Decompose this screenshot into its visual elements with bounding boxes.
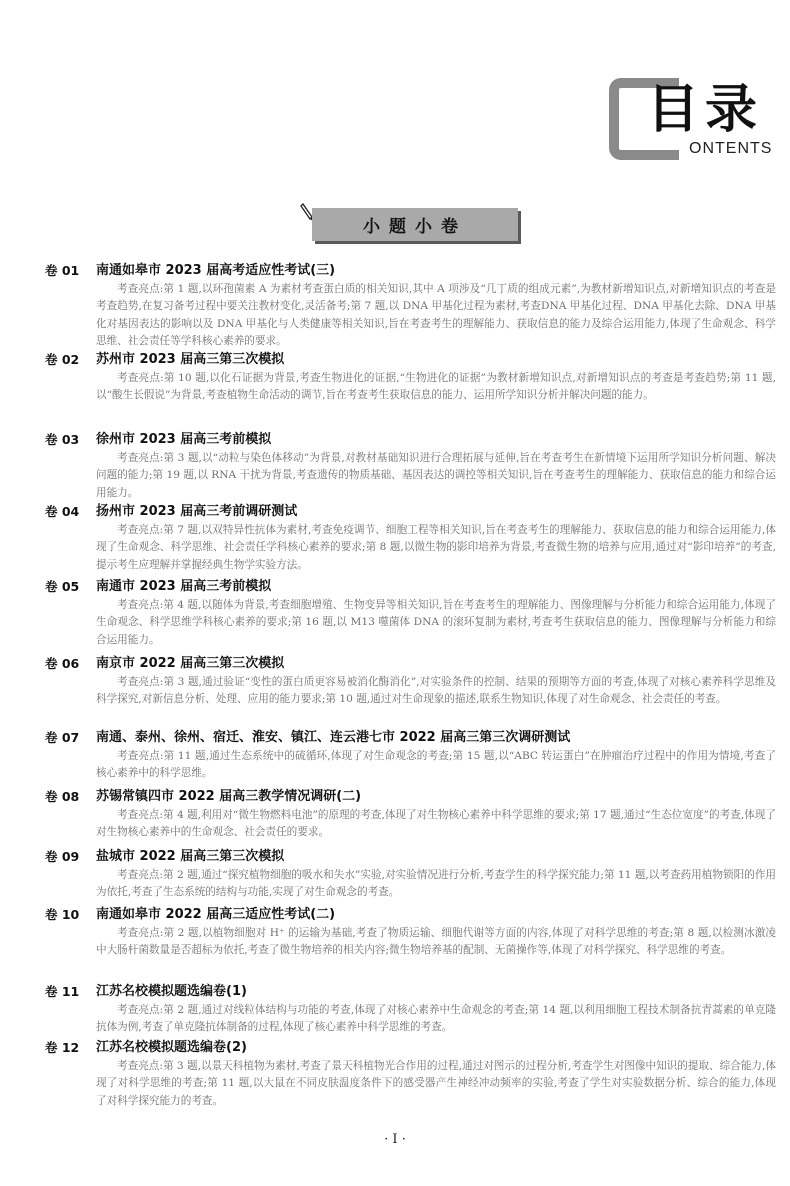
entry-description: 考查亮点:第 4 题,以随体为背景,考查细胞增殖、生物变异等相关知识,旨在考查考生的理解能力、图像理解与分析能力和综合运用能力,体现了生命观念、科学思维学科核心素养的要求;第 16 题,以 M13 噬菌体 DNA 的滚环复制为素材,考查考生获取信息的能力、图像理解与分析能力和综合运用能力。 [96, 599, 776, 646]
entry-title: 苏锡常镇四市 2022 届高三教学情况调研(二) [96, 789, 362, 804]
entry-title: 南通市 2023 届高三考前模拟 [96, 579, 272, 594]
entry-title: 南京市 2022 届高三第三次模拟 [96, 656, 285, 671]
entry-number: 卷 07 [45, 730, 80, 745]
entry-description: 考查亮点:第 10 题,以化石证据为背景,考查生物进化的证据,“生物进化的证据”为教材新增知识点,对新增知识点的考查是考查趋势;第 11 题,以“酸生长假说”为背景,考查植物生命活动的调节,旨在考查考生获取信息的能力、运用所学知识分析并解决问题的能力。 [96, 372, 776, 402]
entry-title: 江苏名校模拟题选编卷(2) [96, 1040, 247, 1055]
entry-title: 南通如皋市 2022 届高三适应性考试(二) [96, 907, 336, 922]
entry-description: 考查亮点:第 3 题,通过验证“变性的蛋白质更容易被消化酶消化”,对实验条件的控制、结果的预期等方面的考查,体现了对核心素养科学思维及科学探究,对新信息分析、处理、应用的能力要求;第 10 题,通过对生命现象的描述,联系生物知识,体现了对生命观念、社会责任的考查。 [96, 676, 776, 706]
entry-description: 考查亮点:第 2 题,通过对线粒体结构与功能的考查,体现了对核心素养中生命观念的考查;第 14 题,以利用细胞工程技术制备抗青蒿素的单克隆抗体为例,考查了单克隆抗体制备的过程,体现了核心素养中科学思维的考查。 [96, 1004, 776, 1034]
entry-description: 考查亮点:第 3 题,以“动粒与染色体移动”为背景,对教材基础知识进行合理拓展与延伸,旨在考查考生在新情境下运用所学知识分析问题、解决问题的能力;第 19 题,以 RNA 干扰为背景,考查遗传的物质基础、基因表达的调控等相关知识,旨在考查考生的理解能力、获取信息的能力和综合运用能力。 [96, 452, 776, 499]
entry-number: 卷 03 [45, 432, 80, 447]
entry-title: 江苏名校模拟题选编卷(1) [96, 984, 247, 999]
entry-number: 卷 11 [45, 984, 80, 999]
entry-number: 卷 08 [45, 789, 80, 804]
entry-number: 卷 02 [45, 352, 80, 367]
entry-number: 卷 12 [45, 1040, 80, 1055]
entry-title: 苏州市 2023 届高三第三次模拟 [96, 352, 285, 367]
entry-description: 考查亮点:第 11 题,通过生态系统中的硫循环,体现了对生命观念的考查;第 15 题,以“ABC 转运蛋白”在肿瘤治疗过程中的作用为情境,考查了核心素养中的科学思维。 [96, 750, 776, 780]
contents-logo [609, 78, 784, 164]
entry-description: 考查亮点:第 2 题,通过“探究植物细胞的吸水和失水”实验,对实验情况进行分析,考查学生的科学探究能力;第 11 题,以考查药用植物锁阳的作用为依托,考查了生态系统的结构与功能,实现了对生命观念的考查。 [96, 869, 776, 899]
entry-number: 卷 04 [45, 504, 80, 519]
page-number: · I · [384, 1132, 406, 1147]
entry-number: 卷 06 [45, 656, 80, 671]
entry-description: 考查亮点:第 7 题,以双特异性抗体为素材,考查免疫调节、细胞工程等相关知识,旨在考查考生的理解能力、获取信息的能力和综合运用能力,体现了生命观念、科学思维、社会责任学科核心素养的要求;第 8 题,以微生物的影印培养为背景,考查微生物的培养与应用,通过对“影印培养”的考查,提示考生应理解并掌握经典生物学实验方法。 [96, 524, 776, 571]
entry-title: 南通、泰州、徐州、宿迁、淮安、镇江、连云港七市 2022 届高三第三次调研测试 [96, 730, 571, 745]
entry-description: 考查亮点:第 3 题,以景天科植物为素材,考查了景天科植物光合作用的过程,通过对图示的过程分析,考查学生对图像中知识的提取、综合能力,体现了对科学思维的考查;第 11 题,以大鼠在不同皮肤温度条件下的感受器产生神经冲动频率的实验,考查了学生对实验数据分析、综合的能力,体现了对科学探究能力的考查。 [96, 1060, 776, 1107]
entry-number: 卷 01 [45, 263, 80, 278]
entry-title: 盐城市 2022 届高三第三次模拟 [96, 849, 285, 864]
entry-description: 考查亮点:第 1 题,以环孢菌素 A 为素材考查蛋白质的相关知识,其中 A 项涉及“几丁质的组成元素”,为教材新增知识点,对新增知识点的考查是考查趋势,在复习备考过程中要关注教材变化,灵活备考;第 7 题,以 DNA 甲基化过程为素材,考查DNA 甲基化过程、DNA 甲基化去除、DNA 甲基化对基因表达的影响以及 DNA 甲基化与人类健康等相关知识,旨在考查考生的理解能力、获取信息的能力及综合运用能力,体现了生命观念、科学思维、社会责任等学科核心素养的要求。 [96, 283, 776, 347]
logo-subtitle: ONTENTS [689, 140, 773, 157]
entry-title: 扬州市 2023 届高三考前调研测试 [96, 504, 298, 519]
entry-number: 卷 10 [45, 907, 80, 922]
entry-number: 卷 05 [45, 579, 80, 594]
entry-title: 南通如皋市 2023 届高考适应性考试(三) [96, 263, 336, 278]
entry-title: 徐州市 2023 届高三考前模拟 [96, 432, 272, 447]
section-title: 小题小卷 [363, 217, 467, 237]
entry-description: 考查亮点:第 2 题,以植物细胞对 H⁺ 的运输为基础,考查了物质运输、细胞代谢等方面的内容,体现了对科学思维的考查;第 8 题,以检测冰激凌中大肠杆菌数量是否超标为依托,考查了微生物培养的相关内容;微生物培养基的配制、无菌操作等,体现了对科学探究、科学思维的考查。 [96, 927, 776, 957]
logo-title: 目录 [647, 80, 764, 140]
entry-number: 卷 09 [45, 849, 80, 864]
entry-description: 考查亮点:第 4 题,利用对“微生物燃料电池”的原理的考查,体现了对生物核心素养中科学思维的要求;第 17 题,通过“生态位宽度”的考查,体现了对生物核心素养中的生命观念、社会责任的要求。 [96, 809, 776, 839]
section-banner [312, 208, 518, 241]
